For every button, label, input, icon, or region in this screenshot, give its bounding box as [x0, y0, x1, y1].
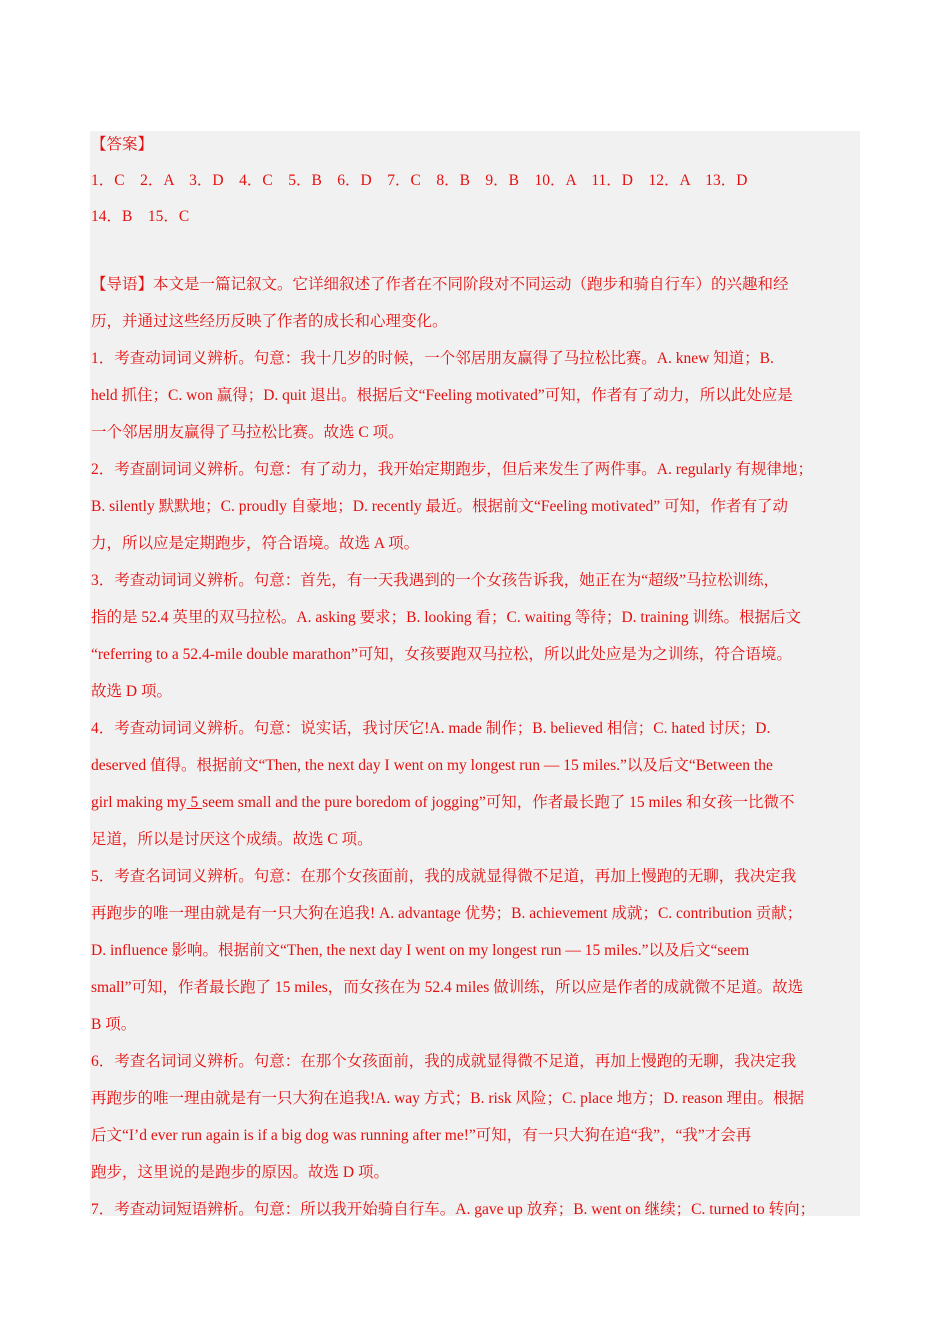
text-line: 5．考查名词词义辨析。句意：在那个女孩面前，我的成就显得微不足道，再加上慢跑的无聊，我决定我: [91, 868, 797, 885]
text-line: 3．考查动词词义辨析。句意：首先，有一天我遇到的一个女孩告诉我，她正在为“超级”马拉松训练，: [91, 572, 780, 589]
explanation-q6: [91, 1048, 859, 1196]
text-line: small”可知，作者最长跑了 15 miles，而女孩在为 52.4 miles 做训练，所以应是作者的成就微不足道。故选: [91, 979, 804, 996]
text-line: held 抓住；C. won 赢得；D. quit 退出。根据后文“Feeling motivated”可知，作者有了动力，所以此处应是: [91, 387, 793, 404]
answer-document: [91, 131, 859, 1233]
text-line: 6．考查名词词义辨析。句意：在那个女孩面前，我的成就显得微不足道，再加上慢跑的无聊，我决定我: [91, 1053, 797, 1070]
text-line: 历，并通过这些经历反映了作者的成长和心理变化。: [91, 313, 448, 330]
explanation-q2: [91, 456, 859, 567]
text-line: D. influence 影响。根据前文“Then, the next day I went on my longest run — 15 miles.”以及后文“seem: [91, 942, 750, 959]
text-line: 指的是 52.4 英里的双马拉松。A. asking 要求；B. looking 看；C. waiting 等待；D. training 训练。根据后文: [91, 609, 801, 626]
answer-heading: 【答案】: [91, 136, 154, 153]
text-line: [91, 789, 859, 826]
text-line: 力，所以应是定期跑步，符合语境。故选 A 项。: [91, 535, 420, 552]
answers-line-2: 14．B 15．C: [91, 208, 190, 225]
text-segment: girl making my: [91, 794, 187, 811]
text-line: 4．考查动词词义辨析。句意：说实话，我讨厌它!A. made 制作；B. believed 相信；C. hated 讨厌；D.: [91, 720, 771, 737]
text-line: B 项。: [91, 1016, 137, 1033]
text-line: “referring to a 52.4-mile double marathon”可知，女孩要跑双马拉松，所以此处应是为之训练，符合语境。: [91, 646, 792, 663]
text-line: 一个邻居朋友赢得了马拉松比赛。故选 C 项。: [91, 424, 404, 441]
text-line: 2．考查副词词义辨析。句意：有了动力，我开始定期跑步，但后来发生了两件事。A. regularly 有规律地；: [91, 461, 814, 478]
text-line: 跑步，这里说的是跑步的原因。故选 D 项。: [91, 1164, 389, 1181]
intro-paragraph: [91, 271, 859, 345]
text-line: B. silently 默默地；C. proudly 自豪地；D. recently 最近。根据前文“Feeling motivated” 可知，作者有了动: [91, 498, 789, 515]
text-line: 后文“I’d ever run again is if a big dog was running after me!”可知，有一只大狗在追“我”，“我”才会再: [91, 1127, 752, 1144]
text-line: 7．考查动词短语辨析。句意：所以我开始骑自行车。A. gave up 放弃；B. went on 继续；C. turned to 转向；: [91, 1201, 816, 1218]
text-line: deserved 值得。根据前文“Then, the next day I went on my longest run — 15 miles.”以及后文“Between the: [91, 757, 773, 774]
explanation-q5: [91, 863, 859, 1048]
text-line: 再跑步的唯一理由就是有一只大狗在追我!A. way 方式；B. risk 风险；C. place 地方；D. reason 理由。根据: [91, 1090, 804, 1107]
text-line: 【导语】本文是一篇记叙文。它详细叙述了作者在不同阶段对不同运动（跑步和骑自行车）的兴趣和经: [91, 276, 789, 293]
text-line: 故选 D 项。: [91, 683, 172, 700]
explanation-q4: [91, 715, 859, 863]
text-line: 足道，所以是讨厌这个成绩。故选 C 项。: [91, 831, 373, 848]
text-line: 再跑步的唯一理由就是有一只大狗在追我! A. advantage 优势；B. achievement 成就；C. contribution 贡献；: [91, 905, 803, 922]
explanation-q1: [91, 345, 859, 456]
explanation-q3: [91, 567, 859, 715]
text-segment: seem small and the pure boredom of jogging”可知，作者最长跑了 15 miles 和女孩一比微不: [202, 794, 795, 811]
answers-line-1: 1．C 2．A 3．D 4．C 5．B 6．D 7．C 8．B 9．B 10．A 11．D 12．A 13．D: [91, 172, 748, 189]
text-line: 1．考查动词词义辨析。句意：我十几岁的时候，一个邻居朋友赢得了马拉松比赛。A. knew 知道；B.: [91, 350, 774, 367]
explanation-q7: [91, 1196, 859, 1233]
blank-number: 5: [186, 794, 203, 811]
